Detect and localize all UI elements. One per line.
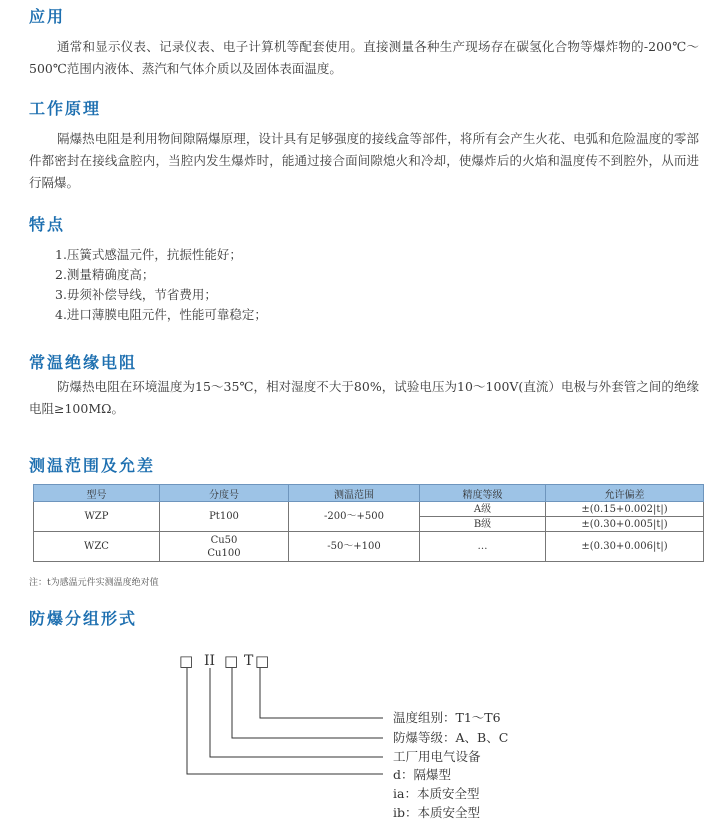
cell-tolerance: ±(0.30+0.005|t|) bbox=[546, 517, 704, 532]
table-row bbox=[34, 532, 704, 562]
label-temp-group: 温度组别：T1～T6 bbox=[393, 710, 501, 725]
principle-text: 隔爆热电阻是利用物间隙隔爆原理，设计具有足够强度的接线盒等部件，将所有会产生火花、电弧和危险温度的零部件都密封在接线盒腔内，当腔内发生爆炸时，能通过接合面间隙熄火和冷却，使爆炸后的火焰和温度传不到腔外，从而进行隔爆。 bbox=[29, 131, 699, 190]
cell-graduation: Pt100 bbox=[160, 502, 289, 532]
header-model: 型号 bbox=[34, 485, 160, 502]
header-grade: 精度等级 bbox=[420, 485, 546, 502]
section-title-insulation: 常温绝缘电阻 bbox=[29, 353, 138, 372]
header-tolerance: 允许偏差 bbox=[546, 485, 704, 502]
cell-range: -50～+100 bbox=[289, 532, 420, 562]
section-title-explosion: 防爆分组形式 bbox=[29, 609, 138, 628]
list-item: 2.测量精确度高； bbox=[55, 267, 155, 282]
label-type-d: d：隔爆型 bbox=[393, 767, 452, 782]
cell-graduation-line: Cu100 bbox=[207, 547, 241, 559]
cell-grade: B级 bbox=[420, 517, 546, 532]
cell-graduation-line: Cu50 bbox=[210, 534, 238, 546]
cell-grade: A级 bbox=[420, 502, 546, 517]
table-header-row bbox=[34, 485, 704, 502]
usage-text: 通常和显示仪表、记录仪表、电子计算机等配套使用。直接测量各种生产现场存在碳氢化合物等爆炸物的-200℃～500℃范围内液体、蒸汽和气体介质以及固体表面温度。 bbox=[29, 39, 699, 76]
cell-graduation bbox=[160, 532, 289, 562]
leader-line-equipment bbox=[210, 668, 383, 757]
cell-tolerance: ±(0.30+0.006|t|) bbox=[546, 532, 704, 562]
code-box-2: □ bbox=[224, 652, 239, 670]
section-title-principle: 工作原理 bbox=[29, 99, 102, 118]
explosion-code-diagram bbox=[0, 628, 720, 828]
table-row bbox=[34, 502, 704, 517]
header-graduation: 分度号 bbox=[160, 485, 289, 502]
cell-range: -200～+500 bbox=[289, 502, 420, 532]
list-item: 3.毋须补偿导线，节省费用； bbox=[55, 287, 217, 302]
cell-tolerance: ±(0.15+0.002|t|) bbox=[546, 502, 704, 517]
features-list bbox=[55, 245, 267, 325]
table-note: 注：t为感温元件实测温度绝对值 bbox=[29, 578, 159, 588]
header-range: 测温范围 bbox=[289, 485, 420, 502]
list-item: 1.压簧式感温元件，抗振性能好； bbox=[55, 247, 242, 262]
label-type-ia: ia：本质安全型 bbox=[393, 786, 480, 801]
label-type-ib: ib：本质安全型 bbox=[393, 805, 480, 820]
section-title-range: 测温范围及允差 bbox=[29, 456, 156, 475]
section-title-features: 特点 bbox=[29, 215, 66, 234]
leader-line-type bbox=[187, 668, 383, 774]
code-box-3: □ bbox=[255, 652, 270, 670]
leader-line-grade bbox=[232, 668, 383, 738]
section-title-usage: 应用 bbox=[29, 7, 66, 26]
code-t: T bbox=[244, 653, 254, 669]
label-equipment: 工厂用电气设备 bbox=[393, 749, 481, 764]
leader-lines bbox=[187, 668, 383, 774]
label-explosion-grade: 防爆等级：A、B、C bbox=[393, 730, 509, 745]
leader-line-temp bbox=[260, 668, 383, 718]
tolerance-table bbox=[33, 484, 704, 562]
code-box-1: □ bbox=[179, 652, 194, 670]
insulation-text: 防爆热电阻在环境温度为15～35℃，相对湿度不大于80%，试验电压为10～100V(直流）电极与外套管之间的绝缘电阻≥100MΩ。 bbox=[29, 379, 699, 416]
cell-grade: … bbox=[420, 532, 546, 562]
cell-model: WZC bbox=[34, 532, 160, 562]
code-roman: II bbox=[204, 653, 216, 669]
cell-model: WZP bbox=[34, 502, 160, 532]
list-item: 4.进口薄膜电阻元件，性能可靠稳定； bbox=[55, 307, 267, 322]
